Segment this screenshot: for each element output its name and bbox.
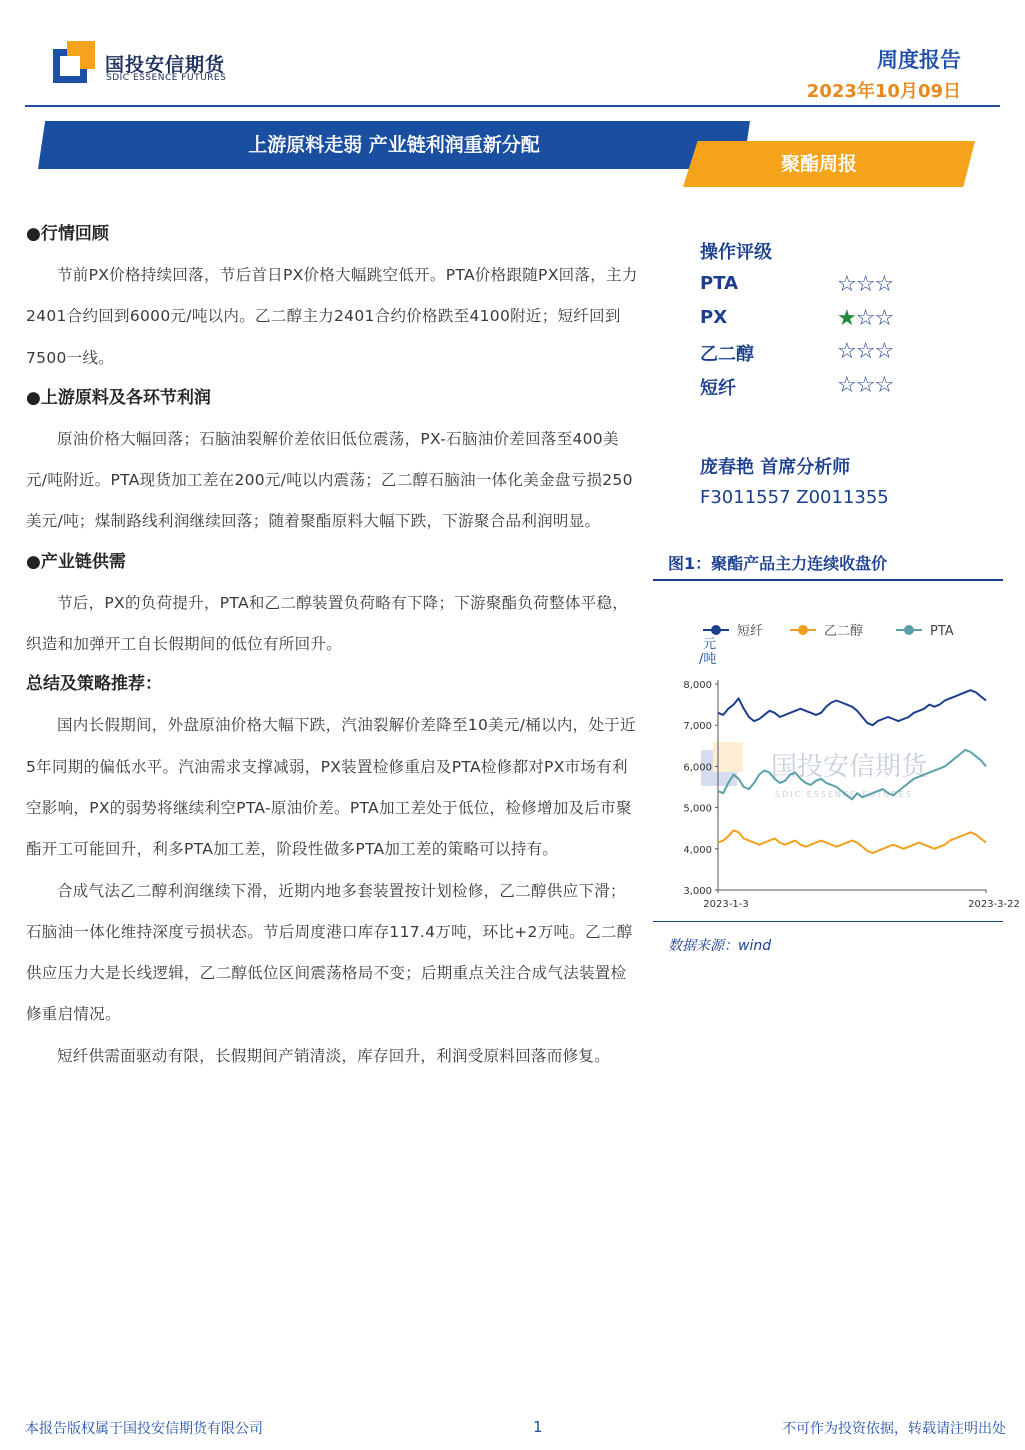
star-empty-icon: ☆	[874, 373, 894, 398]
company-logo-icon	[53, 41, 95, 83]
section-heading: 总结及策略推荐：	[26, 674, 162, 695]
figure-top-rule	[653, 579, 1003, 581]
x-tick-label: 2023-1-3	[703, 899, 749, 910]
rating-title: 操作评级	[700, 242, 772, 263]
report-type: 周度报告	[877, 48, 961, 72]
paragraph: 国内长假期间，外盘原油价格大幅下跌，汽油裂解价差降至10美元/桶以内，处于近5年同期的偏低水平。汽油需求支撑减弱，PX装置检修重启及PTA检修都对PX市场有利空影响，PX的弱势将继续利空PTA-原油价差。PTA加工差处于低位，检修增加及后市聚酯开工可能回升，利多PTA加工差，阶段性做多PTA加工差的策略可以持有。	[26, 716, 636, 859]
legend-label: 乙二醇	[824, 624, 864, 639]
rating-stars	[837, 306, 893, 331]
paragraph: 节后，PX的负荷提升，PTA和乙二醇装置负荷略有下降；下游聚酯负荷整体平稳，织造和加弹开工自长假期间的低位有所回升。	[26, 593, 629, 654]
paragraph: 原油价格大幅回落；石脑油裂解价差依旧低位震荡，PX-石脑油价差回落至400美元/吨附近。PTA现货加工差在200元/吨以内震荡；乙二醇石脑油一体化美金盘亏损250美元/吨；煤制路线利润继续回落；随着聚酯原料大幅下跌，下游聚合品利润明显。	[26, 429, 633, 531]
series-line-0	[718, 690, 986, 725]
rating-product-name: 短纤	[700, 378, 736, 399]
watermark-text-en: SDIC ESSENCE FUTURES	[775, 790, 914, 799]
x-tick-label: 2023-3-22	[968, 899, 1020, 910]
rating-row-psf	[700, 374, 920, 404]
section-strategy	[26, 671, 638, 1077]
y-tick-label: 8,000	[683, 680, 712, 691]
paragraph: 节前PX价格持续回落，节后首日PX价格大幅跳空低开。PTA价格跟随PX回落，主力2401合约回到6000元/吨以内。乙二醇主力2401合约价格跌至4100附近；短纤回到7500一线。	[26, 266, 638, 367]
y-tick-label: 3,000	[683, 886, 712, 897]
section-heading: ●行情回顾	[26, 224, 109, 244]
y-tick-label: 4,000	[683, 844, 712, 856]
legend-marker-icon	[904, 625, 914, 635]
star-empty-icon: ☆	[874, 339, 894, 364]
section-market-review	[26, 221, 638, 379]
rating-stars	[837, 373, 893, 398]
footer-disclaimer: 不可作为投资依据，转载请注明出处	[782, 1421, 1006, 1437]
y-axis-label-cont: /吨	[699, 652, 717, 667]
rating-product-name: PX	[700, 307, 728, 328]
rating-product-name: 乙二醇	[700, 344, 754, 365]
report-date: 2023年10月09日	[806, 81, 961, 102]
price-line-chart	[653, 590, 1020, 920]
footer-copyright: 本报告版权属于国投安信期货有限公司	[25, 1421, 263, 1437]
star-empty-icon: ☆	[874, 306, 894, 331]
y-tick-label: 6,000	[683, 762, 712, 774]
company-name-en: SDIC ESSENCE FUTURES	[106, 73, 227, 83]
rating-stars	[837, 272, 893, 297]
company-name-cn: 国投安信期货	[105, 54, 226, 76]
rating-row-px	[700, 307, 920, 337]
star-empty-icon: ☆	[855, 339, 875, 364]
figure-title: 图1：聚酯产品主力连续收盘价	[668, 554, 888, 573]
star-empty-icon: ☆	[855, 272, 875, 297]
report-subtitle: 聚酯周报	[780, 153, 857, 175]
legend-label: 短纤	[737, 624, 764, 639]
star-empty-icon: ☆	[874, 272, 894, 297]
report-title: 上游原料走弱 产业链利润重新分配	[248, 134, 540, 156]
star-empty-icon: ☆	[837, 272, 856, 297]
y-tick-label: 7,000	[683, 721, 712, 733]
section-heading: ●产业链供需	[26, 551, 126, 572]
star-filled-icon: ★	[837, 306, 856, 331]
legend-marker-icon	[711, 625, 721, 635]
star-empty-icon: ☆	[855, 306, 875, 331]
y-tick-label: 5,000	[683, 803, 712, 815]
rating-stars	[837, 339, 893, 364]
legend-marker-icon	[798, 625, 808, 635]
rating-product-name: PTA	[700, 273, 739, 294]
paragraph: 合成气法乙二醇利润继续下滑，近期内地多套装置按计划检修，乙二醇供应下滑；石脑油一体化维持深度亏损状态。节后周度港口库存117.4万吨，环比+2万吨。乙二醇供应压力大是长线逻辑，乙二醇低位区间震荡格局不变；后期重点关注合成气法装置检修重启情况。	[26, 881, 633, 1024]
star-empty-icon: ☆	[837, 339, 856, 364]
figure-bottom-rule	[653, 921, 1003, 922]
legend-label: PTA	[930, 624, 954, 639]
section-supply-demand	[26, 549, 638, 666]
rating-row-pta	[700, 273, 920, 303]
figure-source: 数据来源：wind	[668, 938, 772, 954]
paragraph: 短纤供需面驱动有限，长假期间产销清淡，库存回升，利润受原料回落而修复。	[57, 1046, 611, 1065]
series-line-1	[718, 830, 986, 853]
star-empty-icon: ☆	[855, 373, 875, 398]
page-number: 1	[533, 1418, 543, 1436]
section-heading: ●上游原料及各环节利润	[26, 387, 211, 408]
analyst-name: 庞春艳 首席分析师	[700, 457, 851, 478]
analyst-license-ids: F3011557 Z0011355	[700, 487, 889, 508]
watermark-text-cn: 国投安信期货	[771, 752, 928, 782]
y-axis-label: 元	[703, 637, 717, 652]
section-upstream-profit	[26, 385, 638, 543]
main-content	[26, 215, 638, 1077]
rating-row-meg	[700, 340, 920, 370]
star-empty-icon: ☆	[837, 373, 856, 398]
header-divider	[25, 105, 1000, 107]
